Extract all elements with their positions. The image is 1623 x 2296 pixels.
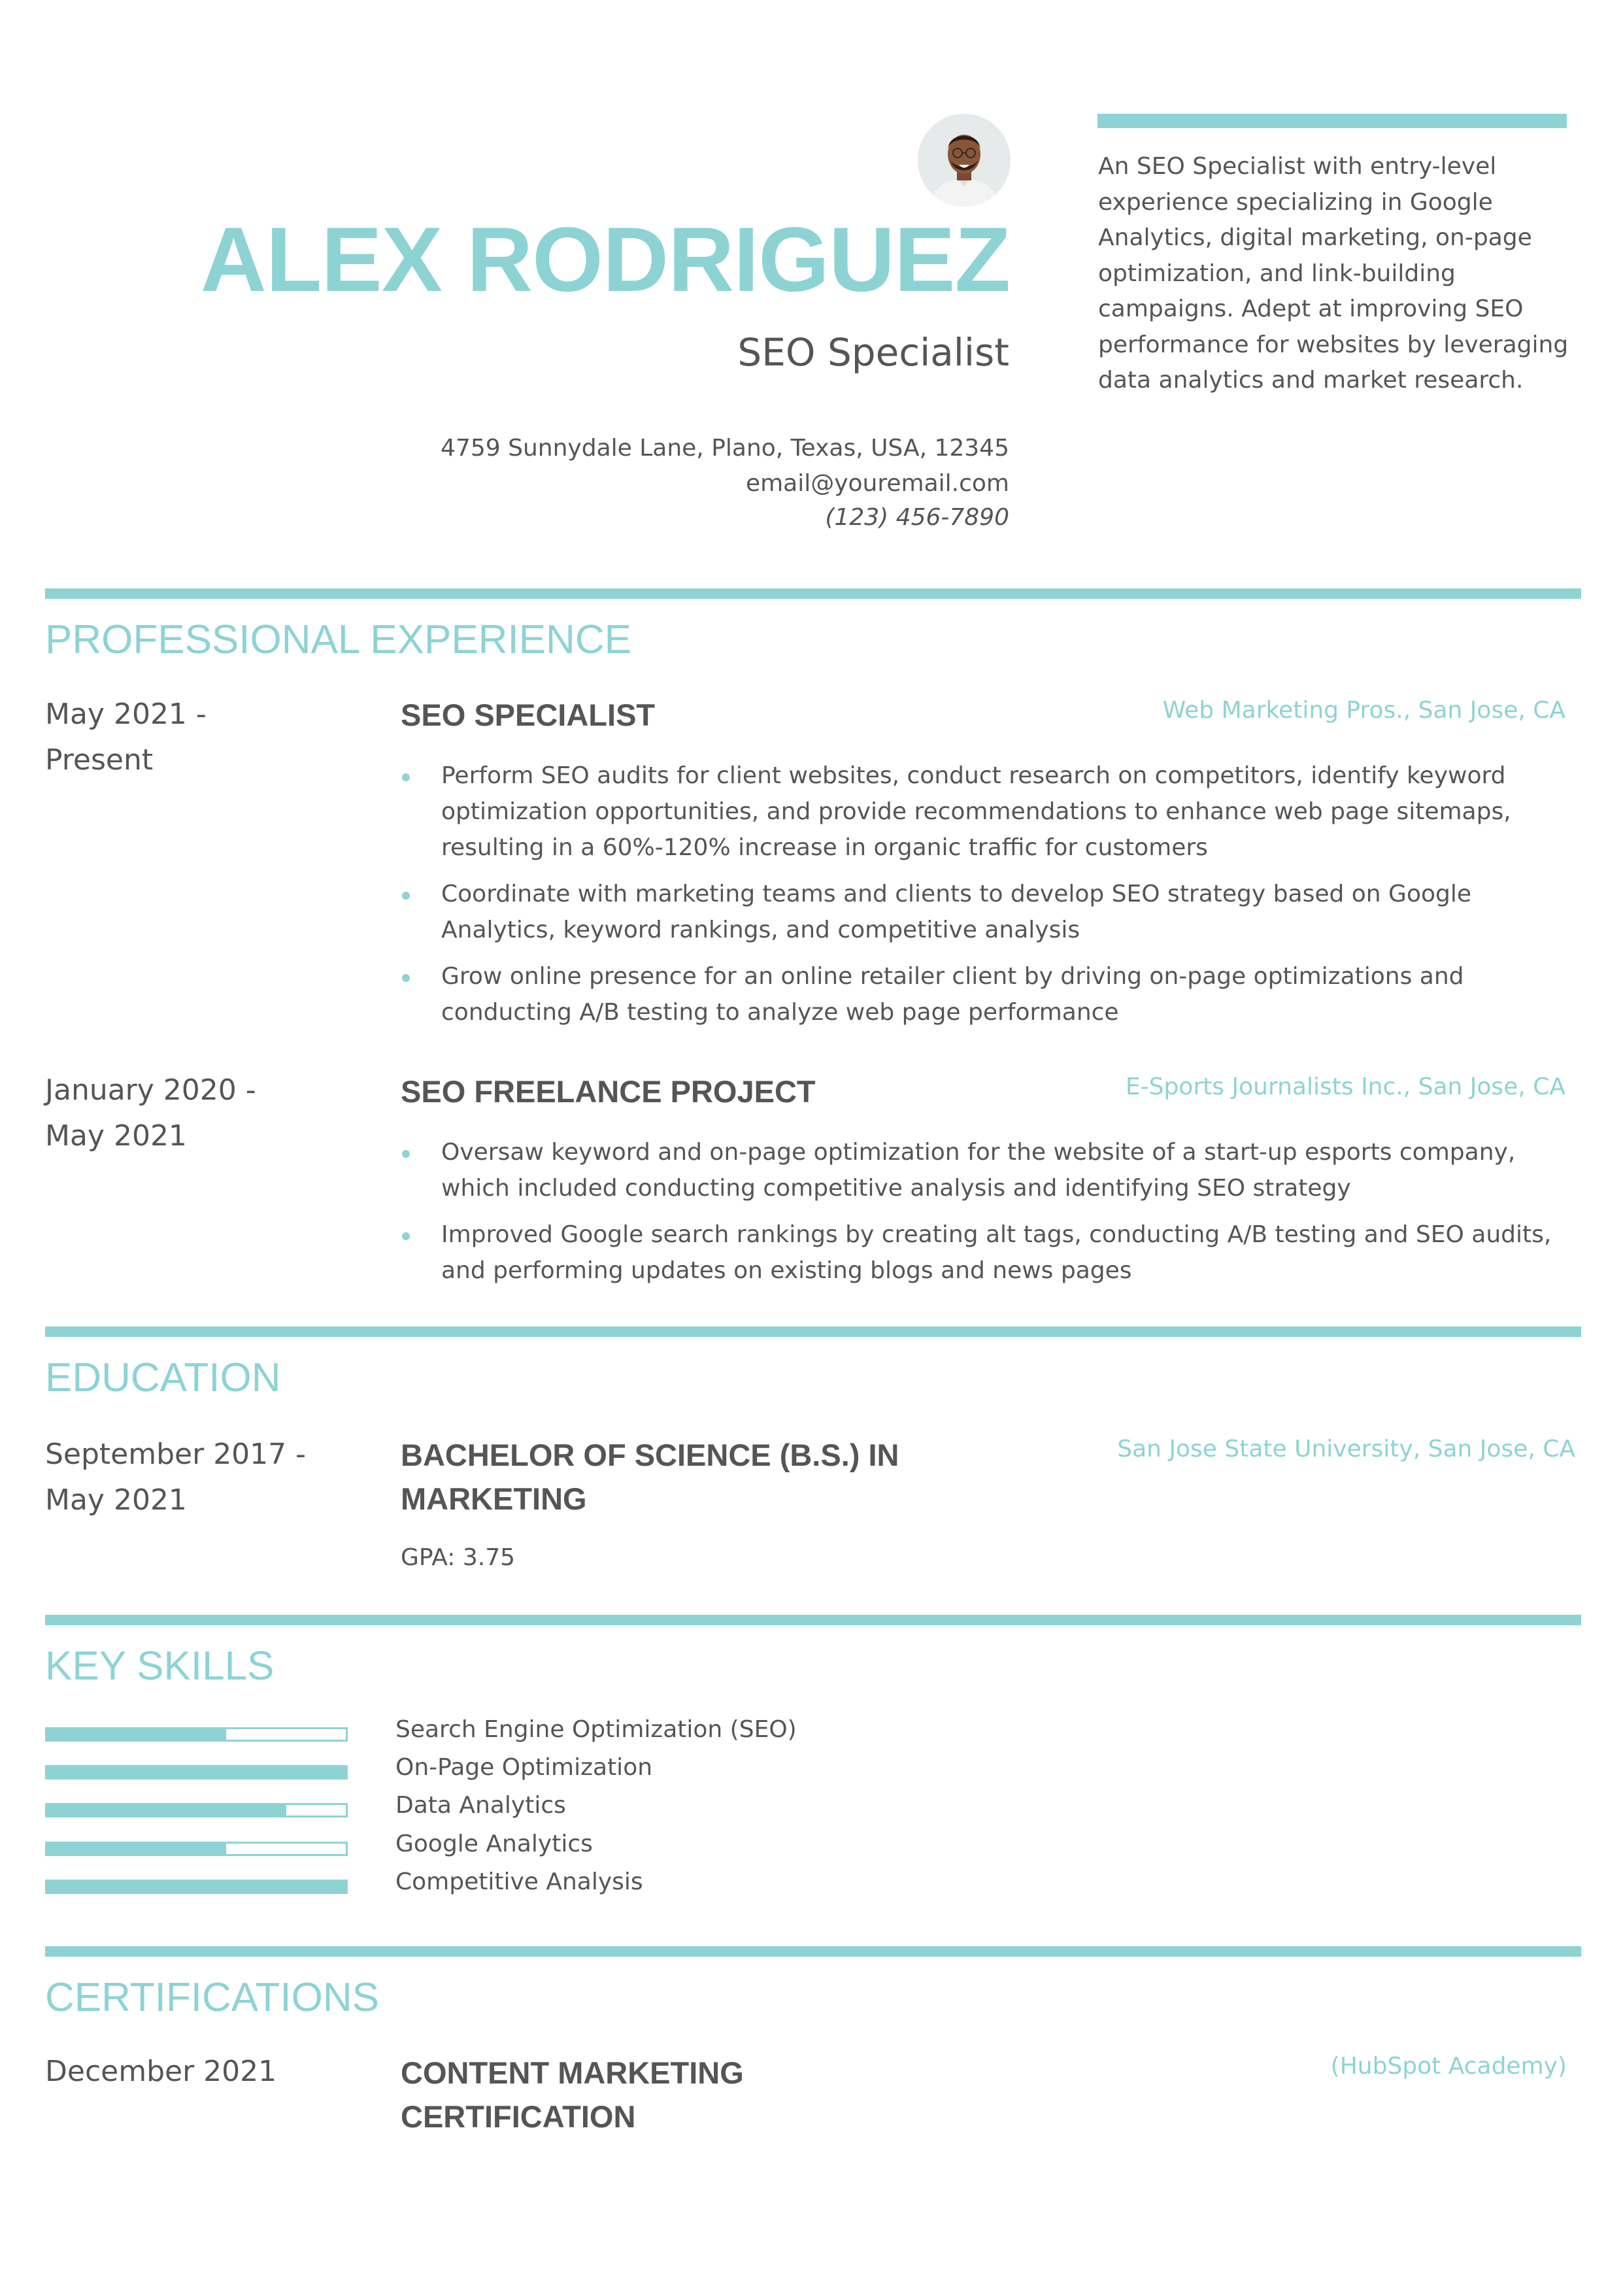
summary: An SEO Specialist with entry-level experience specializing in Google Analytics, digital marketing, on-page optimization, and link-building campaigns. Adept at improving SEO performance for websites by leveraging data analytics and market research.: [1098, 153, 1569, 394]
section-title-skills: KEY SKILLS: [45, 1644, 275, 1689]
job-date: May 2021 - Present: [45, 698, 207, 777]
skill-name: Search Engine Optimization (SEO): [395, 1716, 797, 1743]
skill-level-bar: [45, 1842, 348, 1856]
skill-name: Data Analytics: [395, 1792, 566, 1819]
summary-accent-bar: [1097, 114, 1567, 128]
section-divider: [45, 1326, 1581, 1337]
address: 4759 Sunnydale Lane, Plano, Texas, USA, 12345: [441, 435, 1009, 462]
degree: BACHELOR OF SCIENCE (B.S.) IN MARKETING: [401, 1438, 899, 1516]
job-title: SEO SPECIALIST: [401, 698, 656, 732]
section-title-education: EDUCATION: [45, 1355, 281, 1400]
certification-issuer: (HubSpot Academy): [1330, 2053, 1567, 2080]
job-title: SEO Specialist: [737, 330, 1009, 375]
section-divider: [45, 588, 1581, 599]
phone: (123) 456-7890: [825, 504, 1009, 531]
skill-level-bar: [45, 1880, 348, 1894]
gpa: GPA: 3.75: [401, 1544, 516, 1571]
profile-photo-icon: [918, 114, 1011, 207]
skill-level-bar: [45, 1727, 348, 1742]
list-item: Oversaw keyword and on-page optimization for the website of a start-up esports company, which included conducting competitive analysis and identifying SEO strategy: [401, 1134, 1564, 1206]
job-bullets: [401, 1134, 1564, 1299]
certification-date: December 2021: [45, 2055, 277, 2088]
job-date: January 2020 - May 2021: [45, 1073, 256, 1153]
job-title: SEO FREELANCE PROJECT: [401, 1074, 816, 1109]
section-title-experience: PROFESSIONAL EXPERIENCE: [45, 617, 631, 662]
avatar: [918, 114, 1011, 207]
skill-name: Competitive Analysis: [395, 1868, 643, 1895]
skill-level-fill: [47, 1729, 226, 1740]
skill-level-bar: [45, 1803, 348, 1817]
job-company: Web Marketing Pros., San Jose, CA: [1162, 697, 1565, 724]
list-item: Coordinate with marketing teams and clients to develop SEO strategy based on Google Analytics, keyword rankings, and competitive analysis: [401, 876, 1564, 948]
list-item: Grow online presence for an online retailer client by driving on-page optimizations and conducting A/B testing to analyze web page performance: [401, 958, 1564, 1030]
section-divider: [45, 1946, 1581, 1957]
email[interactable]: email@youremail.com: [745, 470, 1009, 497]
candidate-name: ALEX RODRIGUEZ: [200, 208, 1010, 311]
skill-level-bar: [45, 1765, 348, 1780]
skill-level-fill: [47, 1805, 286, 1815]
certification-title: CONTENT MARKETING CERTIFICATION: [401, 2055, 744, 2134]
section-divider: [45, 1615, 1581, 1625]
section-title-certifications: CERTIFICATIONS: [45, 1975, 379, 2020]
list-item: Perform SEO audits for client websites, conduct research on competitors, identify keyword optimization opportunities, and provide recommendations to enhance web page sitemaps, resulting in a 60%-120% increase in organic traffic for customers: [401, 758, 1564, 866]
education-date: September 2017 - May 2021: [45, 1438, 307, 1517]
school: San Jose State University, San Jose, CA: [1117, 1436, 1575, 1462]
skill-name: Google Analytics: [395, 1831, 593, 1857]
skill-name: On-Page Optimization: [395, 1754, 653, 1781]
skill-level-fill: [47, 1767, 346, 1778]
skill-level-fill: [47, 1844, 226, 1854]
skill-level-fill: [47, 1882, 346, 1892]
job-bullets: [401, 758, 1564, 1041]
list-item: Improved Google search rankings by creating alt tags, conducting A/B testing and SEO audits, and performing updates on existing blogs and news pages: [401, 1217, 1564, 1289]
job-company: E-Sports Journalists Inc., San Jose, CA: [1125, 1073, 1565, 1100]
